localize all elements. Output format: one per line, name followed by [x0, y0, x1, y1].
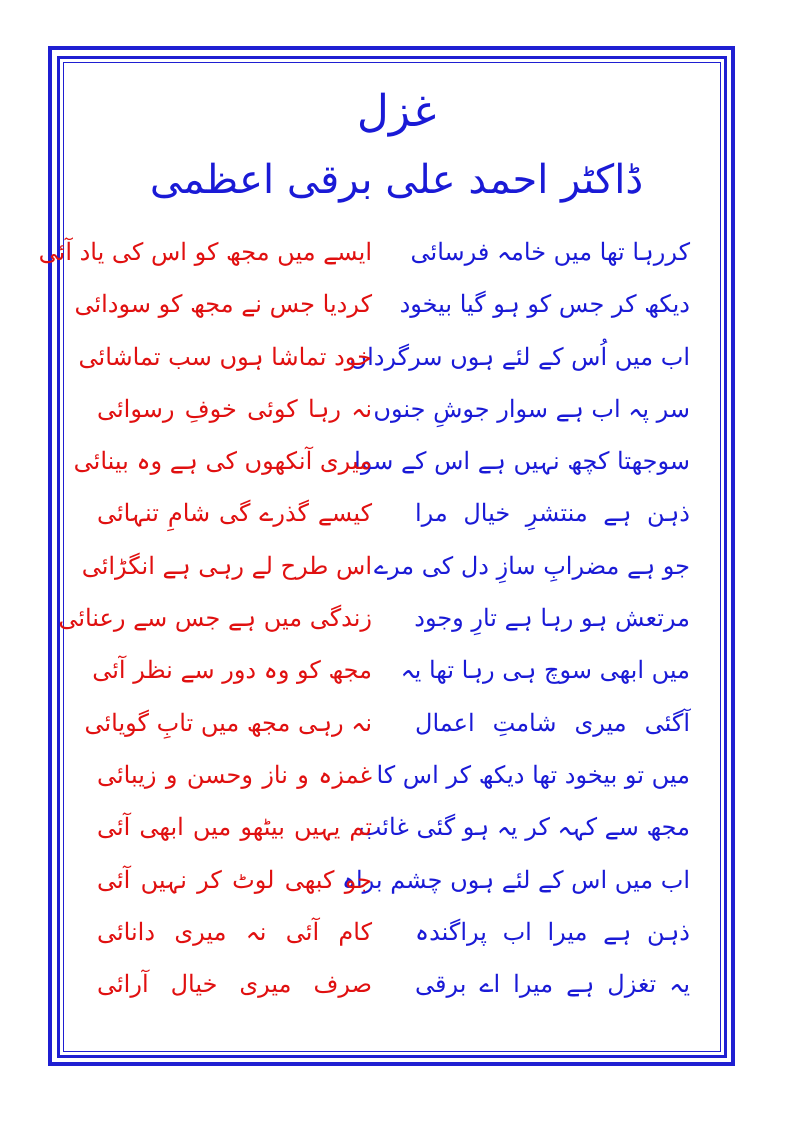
couplet [97, 854, 690, 906]
couplet [97, 383, 690, 435]
first-misra: کررہا تھا میں خامہ فرسائی [410, 238, 690, 266]
second-misra: مجھ کو وہ دور سے نظر آئی [92, 656, 372, 685]
couplet [74, 278, 690, 330]
ghazal-body [38, 226, 690, 1010]
first-misra: ذہن ہے میرا اب پراگندہ [415, 917, 690, 946]
first-misra: دیکھ کر جس کو ہو گیا بیخود [399, 290, 690, 319]
couplet [78, 331, 690, 383]
second-misra: نہ رہا کوئی خوفِ رسوائی [97, 394, 372, 423]
couplet [97, 801, 690, 853]
first-misra: سوجھتا کچھ نہیں ہے اس کے سوا [354, 447, 690, 476]
couplet [58, 592, 690, 644]
second-misra: ایسے میں مجھ کو اس کی یاد آئی [38, 238, 372, 266]
couplet [84, 697, 690, 749]
first-misra: ذہن ہے منتشرِ خیال مرا [415, 499, 690, 528]
couplet [97, 906, 690, 958]
second-misra: زندگی میں ہے جس سے رعنائی [58, 604, 372, 633]
first-misra: مرتعش ہو رہا ہے تارِ وجود [414, 604, 690, 633]
first-misra: مجھ سے کہہ کر یہ ہو گئی غائب [358, 813, 690, 842]
second-misra: نہ رہی مجھ میں تابِ گویائی [84, 708, 372, 737]
poet-name: ڈاکٹر احمد علی برقی اعظمی [149, 157, 644, 203]
poem-title: غزل [356, 86, 437, 137]
first-misra: یہ تغزل ہے میرا اے برقی [415, 970, 690, 999]
couplet [81, 540, 690, 592]
couplet [73, 435, 690, 487]
first-misra: اب میں اس کے لئے ہوں چشم براہ [341, 865, 690, 894]
second-misra: صرف میری خیال آرائی [97, 970, 372, 999]
couplet [97, 749, 690, 801]
second-misra: کیسے گذرے گی شامِ تنہائی [97, 499, 372, 528]
first-misra: میں تو بیخود تھا دیکھ کر اس کا [376, 760, 690, 789]
second-misra: تم یہیں بیٹھو میں ابھی آئی [97, 813, 372, 842]
second-misra: جو کبھی لوٹ کر نہیں آئی [97, 865, 372, 894]
second-misra: اس طرح لے رہی ہے انگڑائی [81, 551, 372, 580]
first-misra: سر پہ اب ہے سوار جوشِ جنوں [373, 394, 690, 423]
second-misra: کام آئی نہ میری دانائی [97, 917, 372, 946]
couplet [92, 644, 690, 696]
second-misra: غمزہ و ناز وحسن و زیبائی [97, 760, 372, 789]
first-misra: اب میں اُس کے لئے ہوں سرگرداں [349, 342, 690, 371]
first-misra: جو ہے مضرابِ سازِ دل کی مرے [373, 551, 690, 580]
second-misra: خود تماشا ہوں سب تماشائی [78, 342, 372, 371]
second-misra: کردیا جس نے مجھ کو سودائی [74, 290, 372, 319]
couplet [97, 958, 690, 1010]
couplet [97, 487, 690, 539]
couplet [38, 226, 690, 278]
second-misra: میری آنکھوں کی ہے وہ بینائی [73, 447, 372, 476]
first-misra: میں ابھی سوچ ہی رہا تھا یہ [400, 656, 690, 685]
first-misra: آگئی میری شامتِ اعمال [415, 708, 690, 737]
